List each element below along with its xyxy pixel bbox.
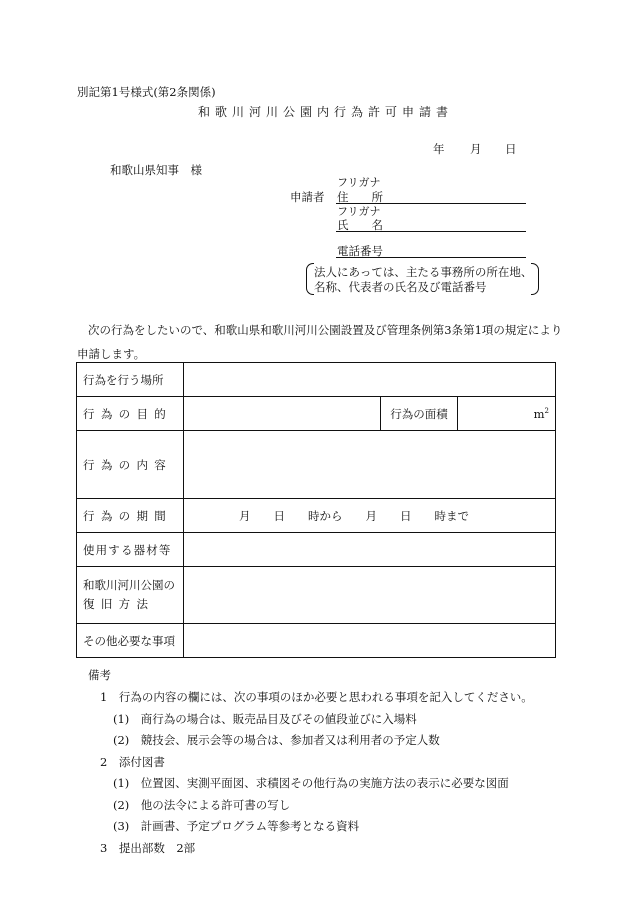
applicant-label: 申請者 <box>290 190 325 204</box>
row-content <box>77 431 556 499</box>
note-1: 1 行為の内容の欄には、次の事項のほか必要と思われる事項を記入してください。 <box>100 690 533 704</box>
purpose-label: 行為の目的 <box>77 397 184 431</box>
area-unit-sup: 2 <box>544 406 549 415</box>
content-label: 行為の内容 <box>77 431 184 499</box>
other-cell[interactable] <box>184 624 556 658</box>
row-location <box>77 363 556 397</box>
location-cell[interactable] <box>184 363 556 397</box>
period-text: 月 日 時から 月 日 時まで <box>239 508 469 523</box>
row-other <box>77 624 556 658</box>
area-cell[interactable] <box>458 397 556 431</box>
row-purpose <box>77 397 556 431</box>
name-line[interactable] <box>336 231 526 232</box>
form-number: 別記第1号様式(第2条関係) <box>77 85 216 99</box>
notes-heading: 備考 <box>88 668 111 682</box>
addressee: 和歌山県知事 様 <box>110 163 202 177</box>
note-2-2: (2) 他の法令による許可書の写し <box>113 798 291 812</box>
address-label: 住 所 <box>337 190 383 204</box>
date-day: 日 <box>505 142 517 156</box>
phone-label: 電話番号 <box>337 244 383 258</box>
corp-note-line1: 法人にあっては、主たる事務所の所在地、 <box>314 265 533 279</box>
note-2: 2 添付図書 <box>100 755 165 769</box>
purpose-cell[interactable] <box>184 397 381 431</box>
corp-note-line2: 名称、代表者の氏名及び電話番号 <box>314 280 487 294</box>
equipment-cell[interactable] <box>184 533 556 567</box>
row-equipment <box>77 533 556 567</box>
bracket-right <box>531 263 539 295</box>
location-label: 行為を行う場所 <box>77 363 184 397</box>
content-cell[interactable] <box>184 431 556 499</box>
area-unit: m <box>533 406 545 421</box>
period-label: 行為の期間 <box>77 499 184 533</box>
note-2-1: (1) 位置図、実測平面図、求積図その他行為の実施方法の表示に必要な図面 <box>113 776 509 790</box>
note-2-3: (3) 計画書、予定プログラム等参考となる資料 <box>113 819 360 833</box>
row-restore <box>77 567 556 624</box>
equipment-label: 使用する器材等 <box>77 533 184 567</box>
note-3: 3 提出部数 2部 <box>100 841 196 855</box>
furigana-address: フリガナ <box>337 176 381 189</box>
area-label: 行為の面積 <box>381 397 458 431</box>
restore-label-1: 和歌川河川公園の <box>83 578 175 592</box>
furigana-name: フリガナ <box>337 205 381 218</box>
note-1-2: (2) 競技会、展示会等の場合は、参加者又は利用者の予定人数 <box>113 733 440 747</box>
restore-label <box>77 567 184 624</box>
date-month: 月 <box>470 142 482 156</box>
intro-text: 次の行為をしたいので、和歌山県和歌川河川公園設置及び管理条例第3条第1項の規定により申請します。 <box>77 323 563 361</box>
other-label: その他必要な事項 <box>77 624 184 658</box>
row-period <box>77 499 556 533</box>
note-1-1: (1) 商行為の場合は、販売品目及びその値段並びに入場料 <box>113 712 417 726</box>
name-label: 氏 名 <box>337 218 383 232</box>
period-cell[interactable] <box>184 499 556 533</box>
bracket-left <box>306 263 314 295</box>
restore-label-2: 復旧方法 <box>83 597 155 611</box>
application-table <box>76 362 556 658</box>
phone-line[interactable] <box>336 257 526 258</box>
restore-cell[interactable] <box>184 567 556 624</box>
form-title: 和歌川河川公園内行為許可申請書 <box>198 105 454 119</box>
date-year: 年 <box>433 142 445 156</box>
